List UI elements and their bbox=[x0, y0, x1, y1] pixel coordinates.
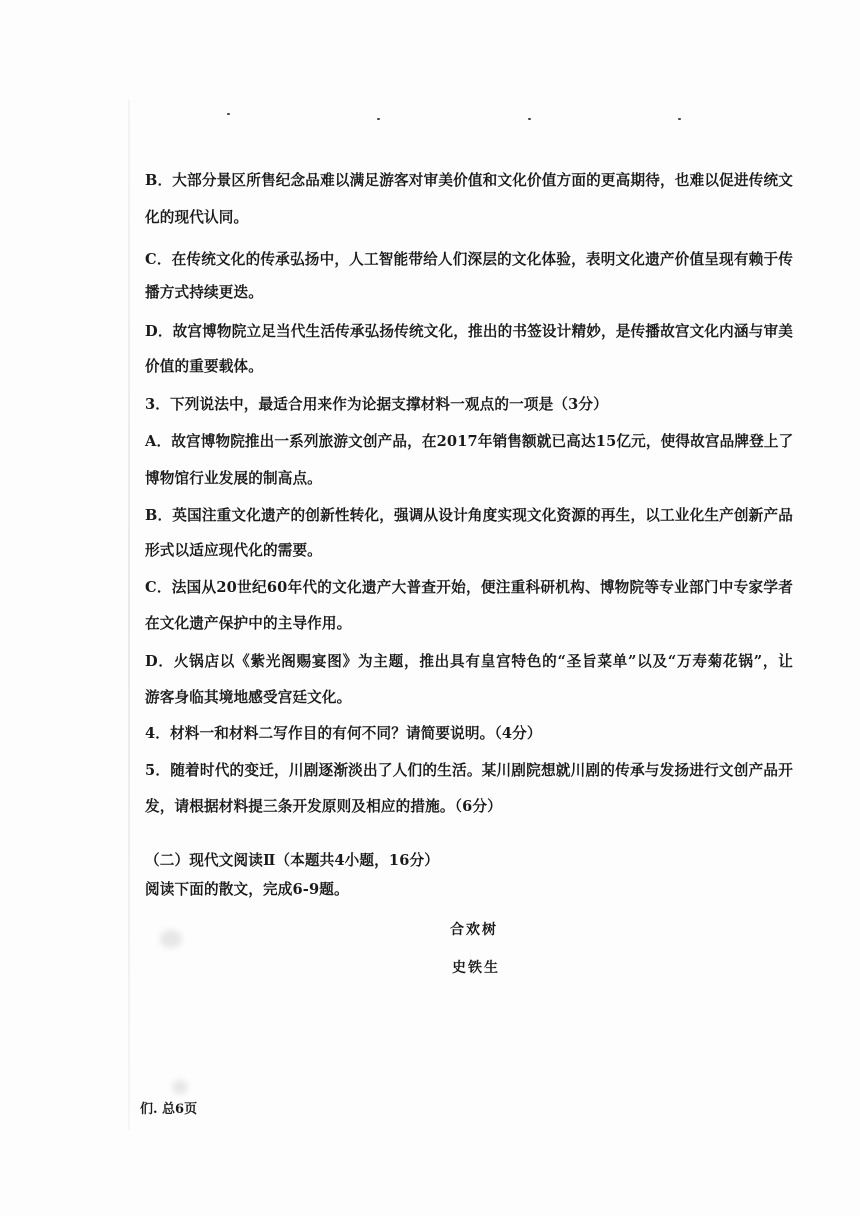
q3-option-d-line2: 游客身临其境地感受宫廷文化。 bbox=[145, 689, 352, 706]
q5-line2: 发，请根据材料提三条开发原则及相应的措施。（6分） bbox=[145, 798, 502, 815]
scan-speck bbox=[227, 113, 230, 115]
scan-speck bbox=[528, 118, 531, 120]
q2-option-c-line2: 播方式持续更迭。 bbox=[145, 284, 263, 301]
q4-stem: 4．材料一和材料二写作目的有何不同？请简要说明。（4分） bbox=[145, 725, 542, 742]
q3-option-a-line1: A．故宫博物院推出一系列旅游文创产品，在2017年销售额就已高达15亿元，使得故宫品牌登上了 bbox=[145, 433, 794, 450]
q3-option-b-line1: B．英国注重文化遗产的创新性转化，强调从设计角度实现文化资源的再生，以工业化生产创新产品 bbox=[145, 507, 793, 524]
scan-edge-shadow bbox=[128, 100, 130, 1130]
q2-option-b-line1: B．大部分景区所售纪念品难以满足游客对审美价值和文化价值方面的更高期待，也难以促进传统文 bbox=[145, 172, 793, 189]
essay-author: 史铁生 bbox=[452, 960, 500, 976]
q2-option-b-line2: 化的现代认同。 bbox=[145, 209, 249, 226]
scan-speck bbox=[678, 118, 681, 120]
scan-smudge bbox=[160, 930, 182, 948]
scan-speck bbox=[377, 118, 380, 120]
section-heading: （二）现代文阅读Ⅱ（本题共4小题，16分） bbox=[145, 852, 440, 869]
q3-option-c-line2: 在文化遗产保护中的主导作用。 bbox=[145, 615, 352, 632]
q2-option-d-line1: D．故宫博物院立足当代生活传承弘扬传统文化，推出的书签设计精妙，是传播故宫文化内涵与审美 bbox=[145, 323, 793, 340]
reading-instruction: 阅读下面的散文，完成6-9题。 bbox=[145, 881, 349, 898]
q3-option-c-line1: C．法国从20世纪60年代的文化遗产大普查开始，便注重科研机构、博物院等专业部门中专家学者 bbox=[145, 579, 793, 596]
scan-smudge bbox=[172, 1080, 188, 1094]
q3-option-b-line2: 形式以适应现代化的需要。 bbox=[145, 542, 322, 559]
q2-option-d-line2: 价值的重要载体。 bbox=[145, 358, 263, 375]
q3-stem: 3．下列说法中，最适合用来作为论据支撑材料一观点的一项是（3分） bbox=[145, 396, 608, 413]
q3-option-a-line2: 博物馆行业发展的制高点。 bbox=[145, 470, 322, 487]
essay-title: 合欢树 bbox=[450, 922, 498, 938]
page-footer: 们. 总6页 bbox=[140, 1102, 198, 1117]
q5-line1: 5．随着时代的变迁，川剧逐渐淡出了人们的生活。某川剧院想就川剧的传承与发扬进行文创产品开 bbox=[145, 762, 793, 779]
q3-option-d-line1: D．火锅店以《紫光阁赐宴图》为主题，推出具有皇宫特色的“圣旨菜单”以及“万寿菊花锅”，让 bbox=[145, 653, 793, 670]
q2-option-c-line1: C．在传统文化的传承弘扬中，人工智能带给人们深层的文化体验，表明文化遗产价值呈现有赖于传 bbox=[145, 251, 793, 268]
